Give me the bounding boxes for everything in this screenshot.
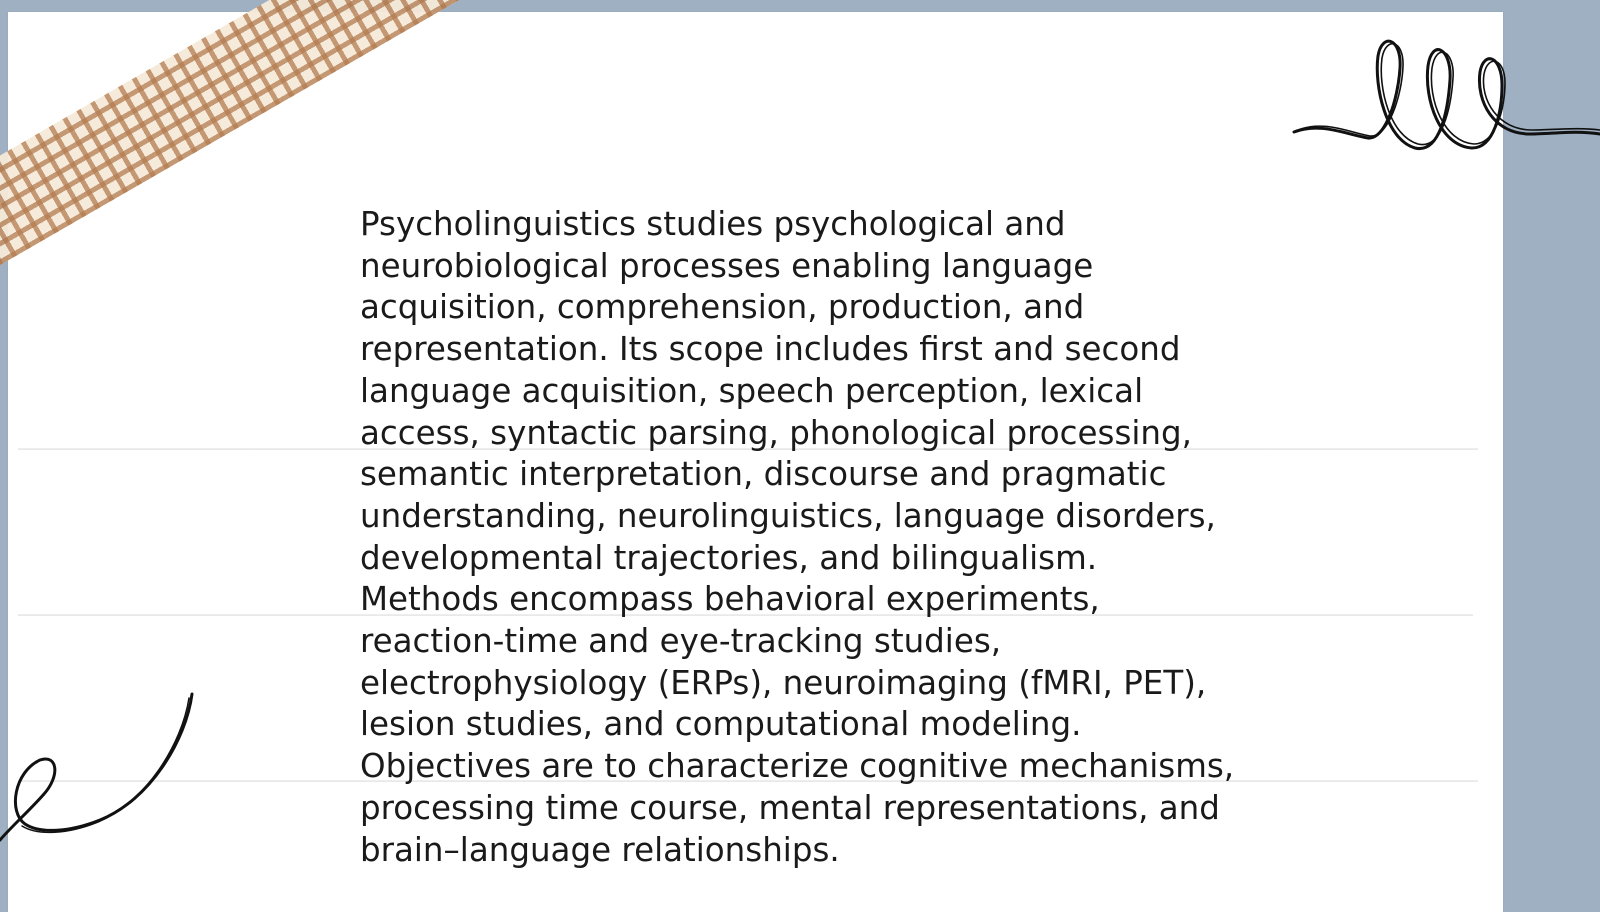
text-line: reaction-time and eye-tracking studies, [360,622,1002,661]
text-line: lesion studies, and computational modeling. [360,705,1082,744]
text-line: electrophysiology (ERPs), neuroimaging (fMRI, PET), [360,663,1207,702]
text-line: Objectives are to characterize cognitive mechanisms, [360,747,1235,786]
body-paragraph [360,204,1240,871]
text-line: Psycholinguistics studies psychological and [360,205,1066,243]
text-line: language acquisition, speech perception, lexical [360,371,1144,410]
text-line: developmental trajectories, and bilingualism. [360,538,1098,577]
text-line: representation. Its scope includes first and second [360,330,1181,369]
text-line: processing time course, mental representations, and [360,788,1220,827]
text-line: Methods encompass behavioral experiments, [360,580,1100,619]
text-line: access, syntactic parsing, phonological processing, [360,413,1192,452]
text-line: brain–language relationships. [360,830,840,869]
text-line: neurobiological processes enabling language [360,246,1094,285]
text-line: acquisition, comprehension, production, and [360,288,1085,327]
text-line: semantic interpretation, discourse and pragmatic [360,455,1167,494]
swirl-doodle-icon [0,690,200,850]
squiggle-loops-icon [1290,30,1600,160]
text-line: understanding, neurolinguistics, language disorders, [360,496,1216,535]
